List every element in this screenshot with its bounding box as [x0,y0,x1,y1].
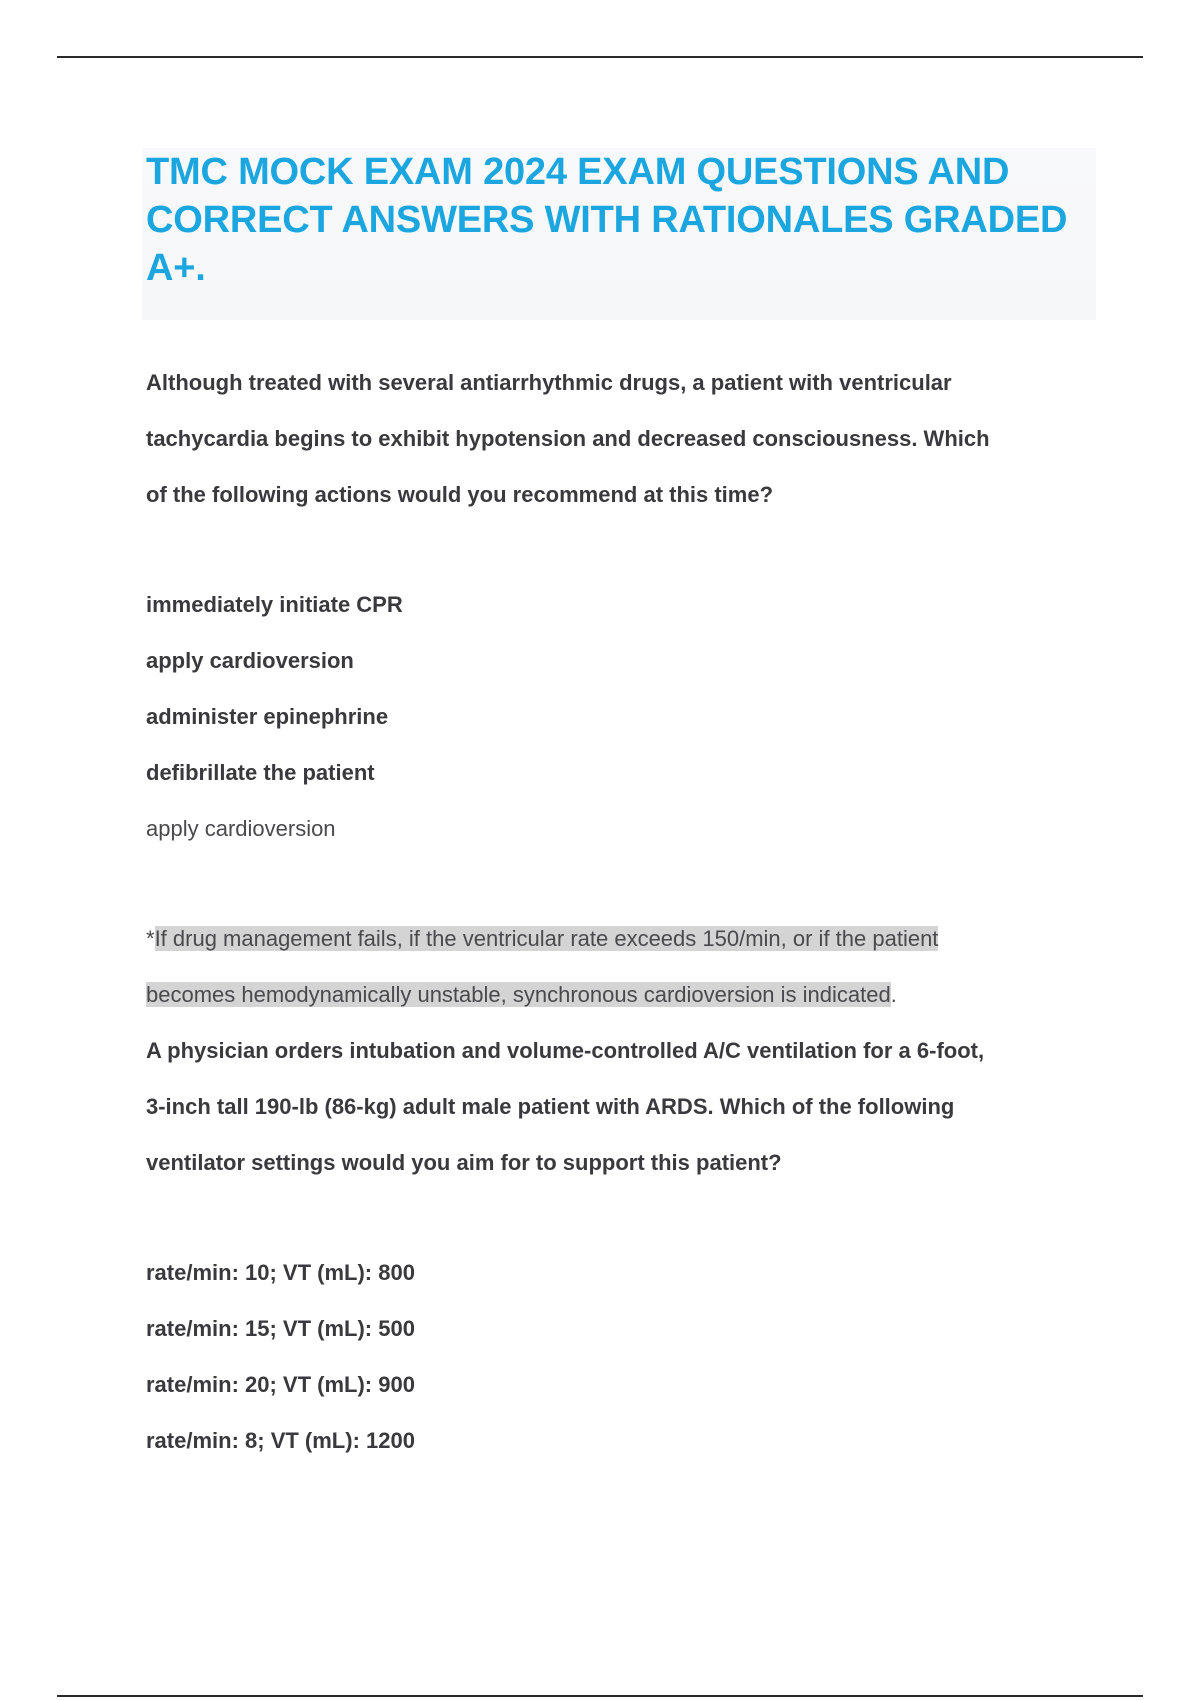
spacer [146,857,1086,911]
question-1-line-3: of the following actions would you recommend at this time? [146,482,774,507]
question-2-option-3: rate/min: 20; VT (mL): 900 [146,1372,415,1397]
question-2-option-1: rate/min: 10; VT (mL): 800 [146,1260,415,1285]
rationale-line-2 [146,967,1086,1023]
rationale-highlight-2: becomes hemodynamically unstable, synchronous cardioversion is indicated [146,982,891,1007]
bottom-rule [57,1695,1143,1697]
title-block [142,148,1096,320]
question-2-line-2: 3-inch tall 190-lb (86-kg) adult male patient with ARDS. Which of the following [146,1094,955,1119]
question-1-rationale [146,911,1086,1023]
document-title: TMC MOCK EXAM 2024 EXAM QUESTIONS AND CORRECT ANSWERS WITH RATIONALES GRADED A+. [146,151,1068,289]
rationale-highlight-1: If drug management fails, if the ventricular rate exceeds 150/min, or if the patient [154,926,939,951]
question-2-option-2: rate/min: 15; VT (mL): 500 [146,1316,415,1341]
question-1-options [146,577,1086,857]
question-1-line-2: tachycardia begins to exhibit hypotension and decreased consciousness. Which [146,426,990,451]
document-body [146,355,1086,1469]
rationale-line-1 [146,911,1086,967]
question-1-line-1: Although treated with several antiarrhythmic drugs, a patient with ventricular [146,370,952,395]
question-1-answer: apply cardioversion [146,816,336,841]
question-1-option-4: defibrillate the patient [146,760,375,785]
question-1-option-3: administer epinephrine [146,704,389,729]
rationale-suffix: . [890,982,897,1007]
question-2 [146,1023,1086,1191]
question-2-line-1: A physician orders intubation and volume-controlled A/C ventilation for a 6-foot, [146,1038,985,1063]
question-1-option-2: apply cardioversion [146,648,354,673]
spacer [146,1191,1086,1245]
question-2-options [146,1245,1086,1469]
question-1-option-1: immediately initiate CPR [146,592,403,617]
spacer [146,523,1086,577]
question-2-line-3: ventilator settings would you aim for to support this patient? [146,1150,782,1175]
question-2-option-4: rate/min: 8; VT (mL): 1200 [146,1428,415,1453]
top-rule [57,56,1143,58]
question-1 [146,355,1086,523]
rationale-prefix: * [146,926,155,951]
